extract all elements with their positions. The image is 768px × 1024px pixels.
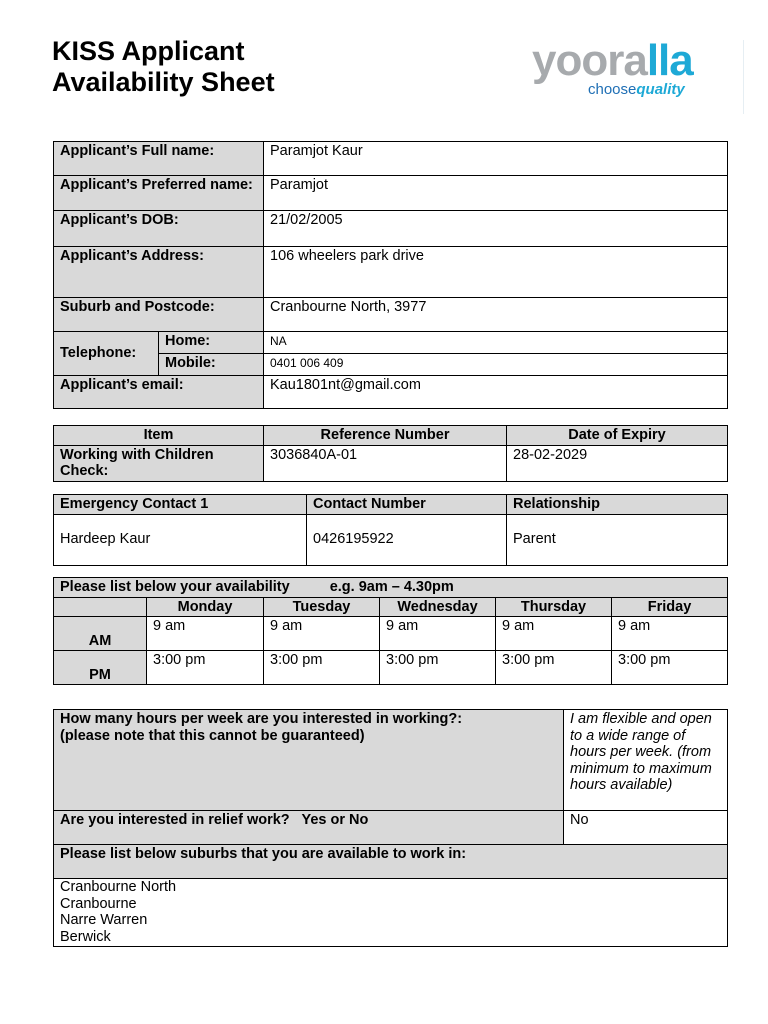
suburb-item: Cranbourne (60, 895, 137, 912)
day-header-monday: Monday (147, 597, 264, 617)
pm-monday[interactable]: 3:00 pm (147, 651, 264, 685)
suburb-label: Suburb and Postcode: (54, 298, 264, 332)
mobile-phone-label: Mobile: (159, 354, 264, 376)
preferred-name-label: Applicant’s Preferred name: (54, 176, 264, 211)
title-line-2: Availability Sheet (52, 67, 275, 97)
pm-tuesday[interactable]: 3:00 pm (264, 651, 380, 685)
emergency-relationship-value[interactable]: Parent (507, 514, 728, 565)
pm-friday[interactable]: 3:00 pm (612, 651, 728, 685)
checks-table (53, 425, 728, 482)
suburb-item: Cranbourne North (60, 879, 177, 895)
emergency-name-value[interactable]: Hardeep Kaur (54, 514, 307, 565)
availability-table (53, 577, 728, 685)
dob-label: Applicant’s DOB: (54, 211, 264, 247)
am-tuesday[interactable]: 9 am (264, 617, 380, 651)
email-value[interactable]: Kau1801nt@gmail.com (264, 376, 728, 409)
am-row-label: AM (54, 617, 147, 651)
home-phone-value[interactable]: NA (264, 332, 728, 354)
am-monday[interactable]: 9 am (147, 617, 264, 651)
wwc-check-label: Working with Children Check: (54, 445, 264, 481)
emergency-header-number: Contact Number (307, 495, 507, 515)
emergency-header-name: Emergency Contact 1 (54, 495, 307, 515)
full-name-label: Applicant’s Full name: (54, 142, 264, 176)
am-wednesday[interactable]: 9 am (380, 617, 496, 651)
checks-header-reference: Reference Number (264, 426, 507, 446)
pm-wednesday[interactable]: 3:00 pm (380, 651, 496, 685)
wwc-reference-value[interactable]: 3036840A-01 (264, 445, 507, 481)
emergency-header-relationship: Relationship (507, 495, 728, 515)
telephone-label: Telephone: (54, 332, 159, 376)
day-header-thursday: Thursday (496, 597, 612, 617)
divider (743, 40, 744, 114)
availability-example: e.g. 9am – 4.30pm (329, 579, 454, 595)
title-line-1: KISS Applicant (52, 36, 245, 66)
am-friday[interactable]: 9 am (612, 617, 728, 651)
hours-question-line-2: (please note that this cannot be guaranteed) (60, 727, 365, 744)
day-header-wednesday: Wednesday (380, 597, 496, 617)
applicant-details-table (53, 141, 728, 409)
checks-header-item: Item (54, 426, 264, 446)
availability-corner (54, 597, 147, 617)
work-preferences-table (53, 709, 728, 947)
page-title (52, 36, 275, 98)
hours-question-line-1: How many hours per week are you interested in working?: (60, 711, 463, 727)
home-phone-label: Home: (159, 332, 264, 354)
pm-thursday[interactable]: 3:00 pm (496, 651, 612, 685)
suburbs-list[interactable] (54, 879, 728, 947)
day-header-tuesday: Tuesday (264, 597, 380, 617)
relief-question: Are you interested in relief work? Yes or No (54, 811, 564, 845)
preferred-name-value[interactable]: Paramjot (264, 176, 728, 211)
logo-tagline: choosequality (588, 81, 685, 98)
email-label: Applicant’s email: (54, 376, 264, 409)
logo-wordmark: yooralla (532, 36, 693, 85)
pm-row-label: PM (54, 651, 147, 685)
am-thursday[interactable]: 9 am (496, 617, 612, 651)
full-name-value[interactable]: Paramjot Kaur (264, 142, 728, 176)
availability-prompt-row (54, 578, 728, 598)
wwc-expiry-value[interactable]: 28-02-2029 (507, 445, 728, 481)
emergency-contact-table (53, 494, 728, 566)
day-header-friday: Friday (612, 597, 728, 617)
relief-answer[interactable]: No (564, 811, 728, 845)
address-label: Applicant’s Address: (54, 247, 264, 298)
checks-header-expiry: Date of Expiry (507, 426, 728, 446)
hours-answer[interactable]: I am flexible and open to a wide range of hours per week. (from minimum to maximum hours available) (564, 710, 728, 811)
address-value[interactable]: 106 wheelers park drive (264, 247, 728, 298)
suburb-item: Narre Warren (60, 912, 148, 928)
dob-value[interactable]: 21/02/2005 (264, 211, 728, 247)
suburbs-prompt: Please list below suburbs that you are available to work in: (54, 845, 728, 879)
hours-question (54, 710, 564, 811)
availability-prompt: Please list below your availability (60, 579, 290, 595)
emergency-number-value[interactable]: 0426195922 (307, 514, 507, 565)
mobile-phone-value[interactable]: 0401 006 409 (264, 354, 728, 376)
suburb-item: Berwick (60, 928, 111, 945)
suburb-value[interactable]: Cranbourne North, 3977 (264, 298, 728, 332)
yooralla-logo (532, 36, 722, 104)
